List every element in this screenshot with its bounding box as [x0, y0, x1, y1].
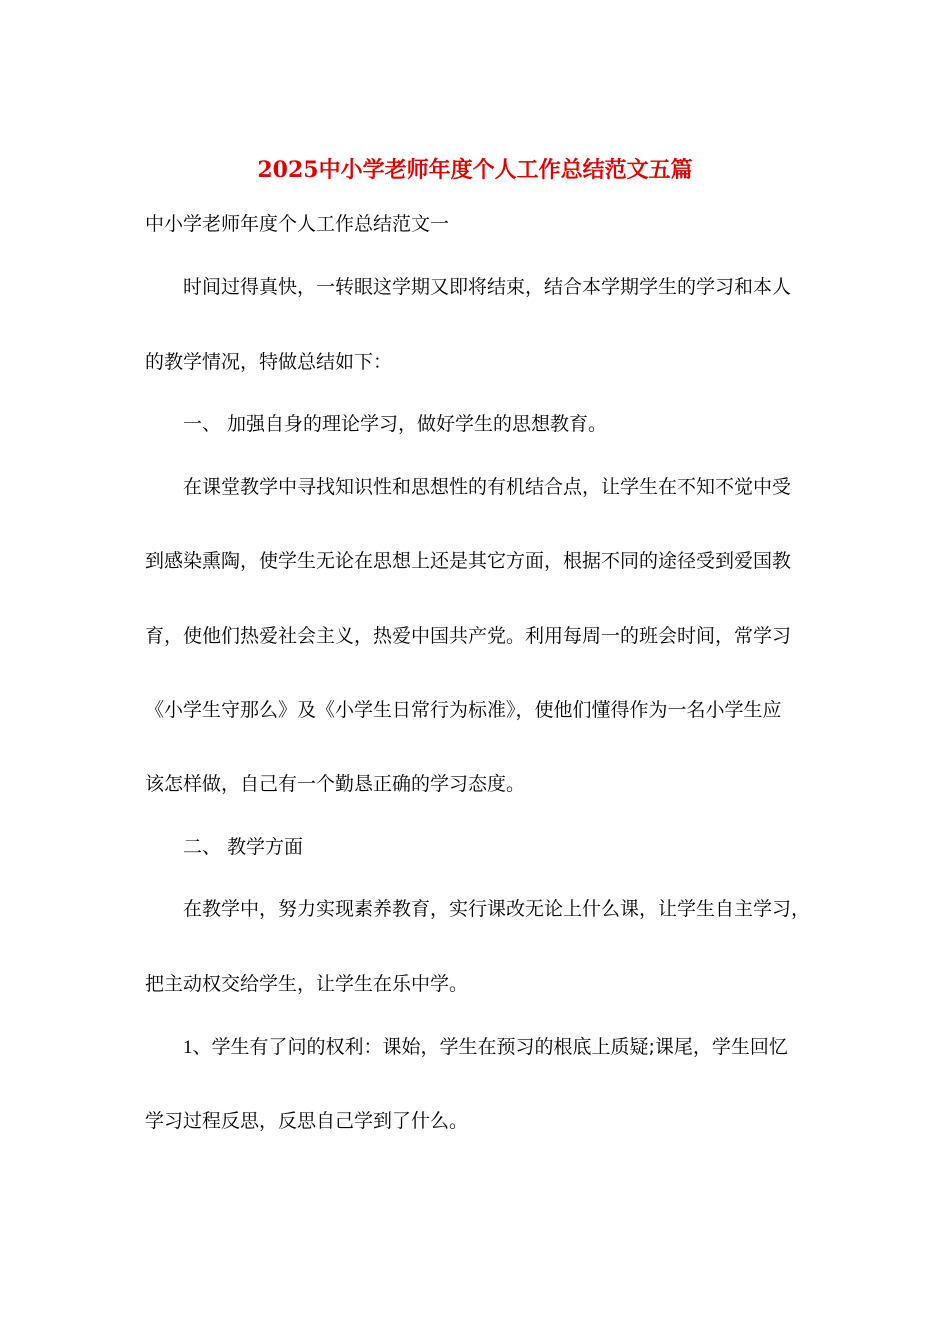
paragraph-line: 把主动权交给学生，让学生在乐中学。 [145, 973, 469, 995]
paragraph-line: 的教学情况，特做总结如下： [145, 351, 393, 373]
paragraph-line: 在教学中，努力实现素养教育，实行课改无论上什么课，让学生自主学习， [183, 898, 811, 920]
list-item-text: 学生有了问的权利：课始，学生在预习的根底上质疑;课尾，学生回忆 [211, 1036, 788, 1058]
paragraph-line: 到感染熏陶，使学生无论在思想上还是其它方面，根据不同的途径受到爱国教 [145, 550, 792, 572]
paragraph-line: 时间过得真快，一转眼这学期又即将结束，结合本学期学生的学习和本人 [183, 276, 792, 298]
section-heading: 中小学老师年度个人工作总结范文一 [145, 213, 450, 235]
section-heading: 二、 教学方面 [183, 836, 304, 858]
paragraph-line: 学习过程反思，反思自己学到了什么。 [145, 1110, 469, 1132]
document-title: 2025中小学老师年度个人工作总结范文五篇 [257, 157, 693, 183]
list-item-number: 1、 [183, 1037, 212, 1058]
list-item [183, 1035, 788, 1060]
paragraph-line: 在课堂教学中寻找知识性和思想性的有机结合点，让学生在不知不觉中受 [183, 476, 792, 498]
section-heading: 一、 加强自身的理论学习，做好学生的思想教育。 [183, 413, 608, 435]
paragraph-line: 《小学生守那么》及《小学生日常行为标准》，使他们懂得作为一名小学生应 [145, 699, 782, 721]
paragraph-line: 该怎样做，自己有一个勤恳正确的学习态度。 [145, 773, 526, 795]
paragraph-line: 育，使他们热爱社会主义，热爱中国共产党。利用每周一的班会时间，常学习 [145, 625, 792, 647]
